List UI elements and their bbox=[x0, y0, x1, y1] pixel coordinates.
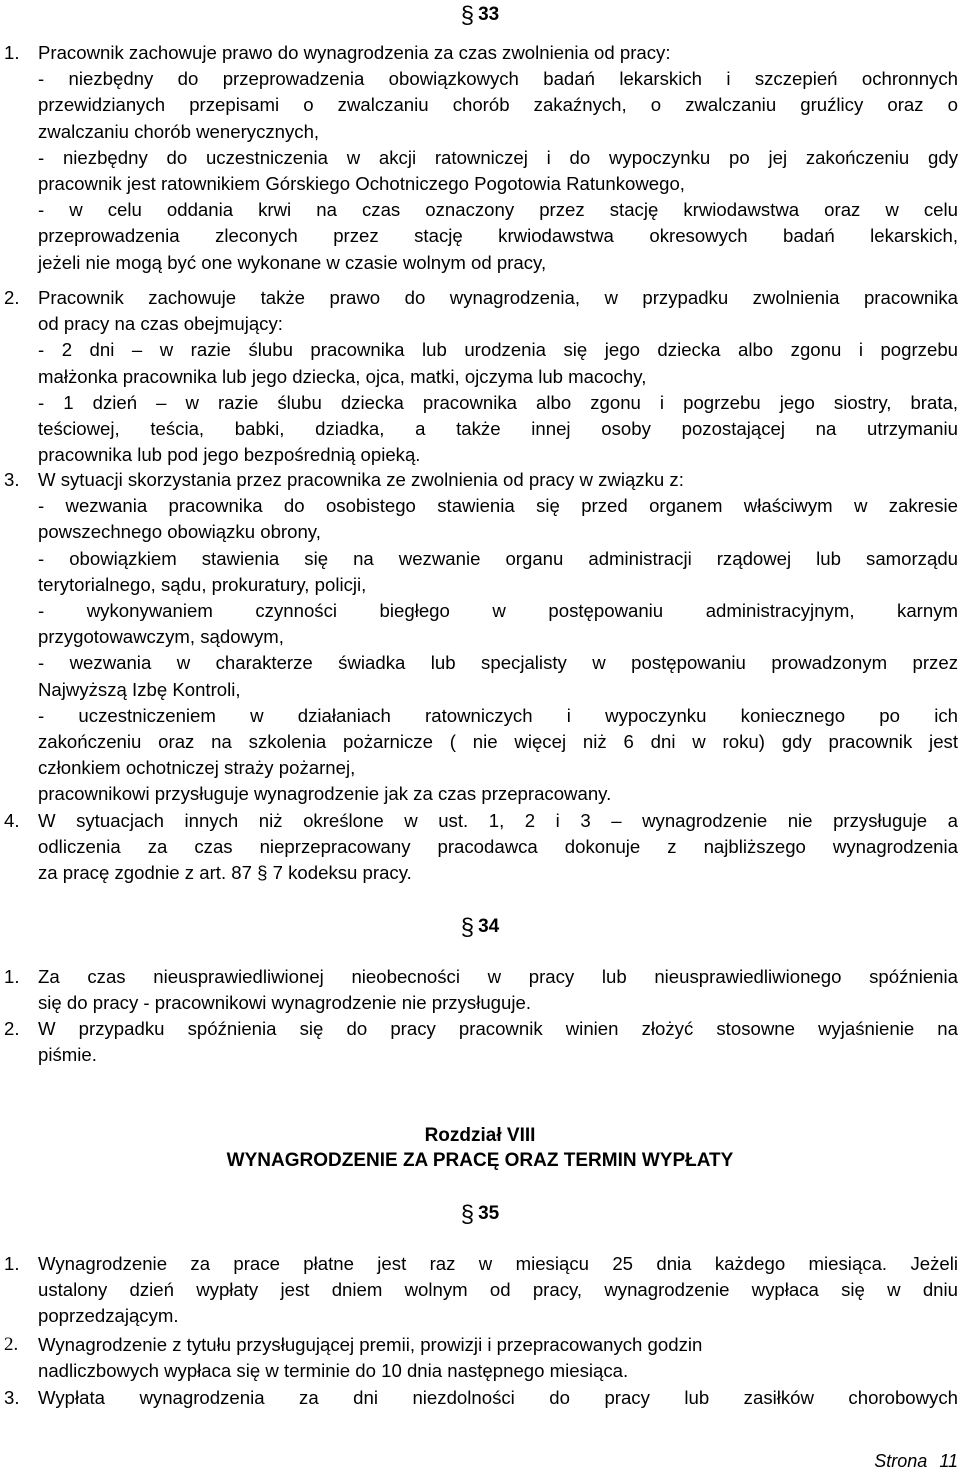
text-line: - w celu oddania krwi na czas oznaczony przez stację krwiodawstwa oraz w celu bbox=[38, 199, 958, 221]
text-line: Pracownik zachowuje prawo do wynagrodzenia za czas zwolnienia od pracy: bbox=[38, 42, 671, 63]
text-line: od pracy na czas obejmujący: bbox=[38, 313, 283, 335]
item-number: 1. bbox=[4, 1253, 20, 1274]
section-34-heading bbox=[0, 912, 960, 940]
text-line: - uczestniczeniem w działaniach ratowniczych i wypoczynku koniecznego po ich bbox=[38, 704, 958, 726]
text-line: powszechnego obowiązku obrony, bbox=[38, 521, 321, 543]
text-line: W sytuacjach innych niż określone w ust. 1, 2 i 3 – wynagrodzenie nie przysługuje a bbox=[38, 810, 958, 831]
text-line: W sytuacji skorzystania przez pracownika ze zwolnienia od pracy w związku z: bbox=[38, 469, 684, 490]
text-line: Wypłata wynagrodzenia za dni niezdolności do pracy lub zasiłków chorobowych bbox=[38, 1387, 958, 1408]
item-number: 3. bbox=[4, 1387, 20, 1408]
s35-item-1 bbox=[0, 1251, 960, 1330]
text-line: - 1 dzień – w razie ślubu dziecka pracownika albo zgonu i pogrzebu jego siostry, brata, bbox=[38, 391, 958, 413]
footer-label: Strona bbox=[874, 1451, 928, 1471]
item-number: 2. bbox=[4, 1334, 19, 1355]
text-line: nadliczbowych wypłaca się w terminie do 10 dnia następnego miesiąca. bbox=[38, 1360, 629, 1382]
text-line: - wezwania pracownika do osobistego stawienia się przed organem właściwym w zakresie bbox=[38, 495, 958, 517]
text-line: Pracownik zachowuje także prawo do wynagrodzenia, w przypadku zwolnienia pracownika bbox=[38, 287, 958, 308]
section-number: 34 bbox=[478, 916, 500, 937]
item-number: 3. bbox=[4, 469, 20, 490]
text-line: - niezbędny do przeprowadzenia obowiązkowych badań lekarskich i szczepień ochronnych bbox=[38, 68, 958, 90]
item-number: 1. bbox=[4, 42, 20, 63]
text-line: za pracę zgodnie z art. 87 § 7 kodeksu pracy. bbox=[38, 862, 412, 884]
text-line: członkiem ochotniczej straży pożarnej, bbox=[38, 757, 356, 779]
text-line: Za czas nieusprawiedliwionej nieobecności w pracy lub nieusprawiedliwionego spóźnienia bbox=[38, 966, 958, 987]
text-line: - niezbędny do uczestniczenia w akcji ratowniczej i do wypoczynku po jej zakończeniu gdy bbox=[38, 146, 958, 168]
chapter-title: Rozdział VIII bbox=[424, 1125, 536, 1146]
item-number: 1. bbox=[4, 966, 20, 987]
text-line: teściowej, teścia, babki, dziadka, a także innej osoby pozostającej na utrzymaniu bbox=[38, 417, 958, 439]
section-sign: § bbox=[460, 1201, 475, 1228]
section-33-heading bbox=[0, 0, 960, 28]
text-line: pracownik jest ratownikiem Górskiego Ochotniczego Pogotowia Ratunkowego, bbox=[38, 172, 685, 194]
text-line: odliczenia za czas nieprzepracowany pracodawca dokonuje z najbliższego wynagrodzenia bbox=[38, 836, 958, 858]
text-line: pracownika lub pod jego bezpośrednią opieką. bbox=[38, 444, 421, 466]
s33-item-4 bbox=[0, 808, 960, 887]
page-footer bbox=[874, 1450, 958, 1472]
s35-item-3 bbox=[0, 1385, 960, 1411]
text-line: pracownikowi przysługuje wynagrodzenie jak za czas przepracowany. bbox=[38, 783, 612, 805]
text-line: terytorialnego, sądu, prokuratury, policji, bbox=[38, 573, 367, 595]
section-35-heading bbox=[0, 1199, 960, 1227]
item-number: 4. bbox=[4, 810, 20, 831]
text-line: jeżeli nie mogą być one wykonane w czasie wolnym od pracy, bbox=[38, 251, 547, 273]
text-line: zakończeniu oraz na szkolenia pożarnicze ( nie więcej niż 6 dni w roku) gdy pracownik jest bbox=[38, 730, 958, 752]
section-sign: § bbox=[460, 2, 475, 29]
s33-item-3 bbox=[0, 467, 960, 807]
s33-item-2 bbox=[0, 285, 960, 468]
text-line: przewidzianych przepisami o zwalczaniu chorób zakaźnych, o zwalczaniu gruźlicy oraz o bbox=[38, 94, 958, 116]
s34-item-1 bbox=[0, 964, 960, 1016]
s34-item-2 bbox=[0, 1016, 960, 1068]
text-line: poprzedzającym. bbox=[38, 1305, 179, 1327]
section-number: 33 bbox=[478, 4, 500, 25]
text-line: piśmie. bbox=[38, 1044, 97, 1066]
item-number: 2. bbox=[4, 1018, 20, 1039]
text-line: małżonka pracownika lub jego dziecka, ojca, matki, ojczyma lub macochy, bbox=[38, 365, 647, 387]
text-line: przygotowawczym, sądowym, bbox=[38, 626, 284, 648]
item-number: 2. bbox=[4, 287, 20, 308]
section-sign: § bbox=[460, 914, 475, 941]
text-line: - wezwania w charakterze świadka lub specjalisty w postępowaniu prowadzonym przez bbox=[38, 652, 958, 674]
text-line: - wykonywaniem czynności biegłego w postępowaniu administracyjnym, karnym bbox=[38, 599, 958, 621]
text-line: - obowiązkiem stawienia się na wezwanie organu administracji rządowej lub samorządu bbox=[38, 547, 958, 569]
text-line: Najwyższą Izbę Kontroli, bbox=[38, 678, 241, 700]
text-line: zwalczaniu chorób wenerycznych, bbox=[38, 120, 320, 142]
text-line: Wynagrodzenie za prace płatne jest raz w miesiącu 25 dnia każdego miesiąca. Jeżeli bbox=[38, 1253, 958, 1274]
page-number: 11 bbox=[939, 1451, 958, 1471]
text-line: się do pracy - pracownikowi wynagrodzenie nie przysługuje. bbox=[38, 992, 531, 1014]
text-line: Wynagrodzenie z tytułu przysługującej premii, prowizji i przepracowanych godzin bbox=[38, 1334, 703, 1355]
chapter-subtitle: WYNAGRODZENIE ZA PRACĘ ORAZ TERMIN WYPŁATY bbox=[226, 1150, 734, 1171]
text-line: ustalony dzień wypłaty jest dniem wolnym od pracy, wynagrodzenie wypłaca się w dniu bbox=[38, 1279, 958, 1301]
s35-item-2 bbox=[0, 1332, 960, 1384]
s33-item-1 bbox=[0, 40, 960, 276]
text-line: przeprowadzenia zleconych przez stację krwiodawstwa okresowych badań lekarskich, bbox=[38, 225, 958, 247]
text-line: - 2 dni – w razie ślubu pracownika lub urodzenia się jego dziecka albo zgonu i pogrzebu bbox=[38, 339, 958, 361]
section-number: 35 bbox=[478, 1203, 500, 1224]
text-line: W przypadku spóźnienia się do pracy pracownik winien złożyć stosowne wyjaśnienie na bbox=[38, 1018, 958, 1039]
